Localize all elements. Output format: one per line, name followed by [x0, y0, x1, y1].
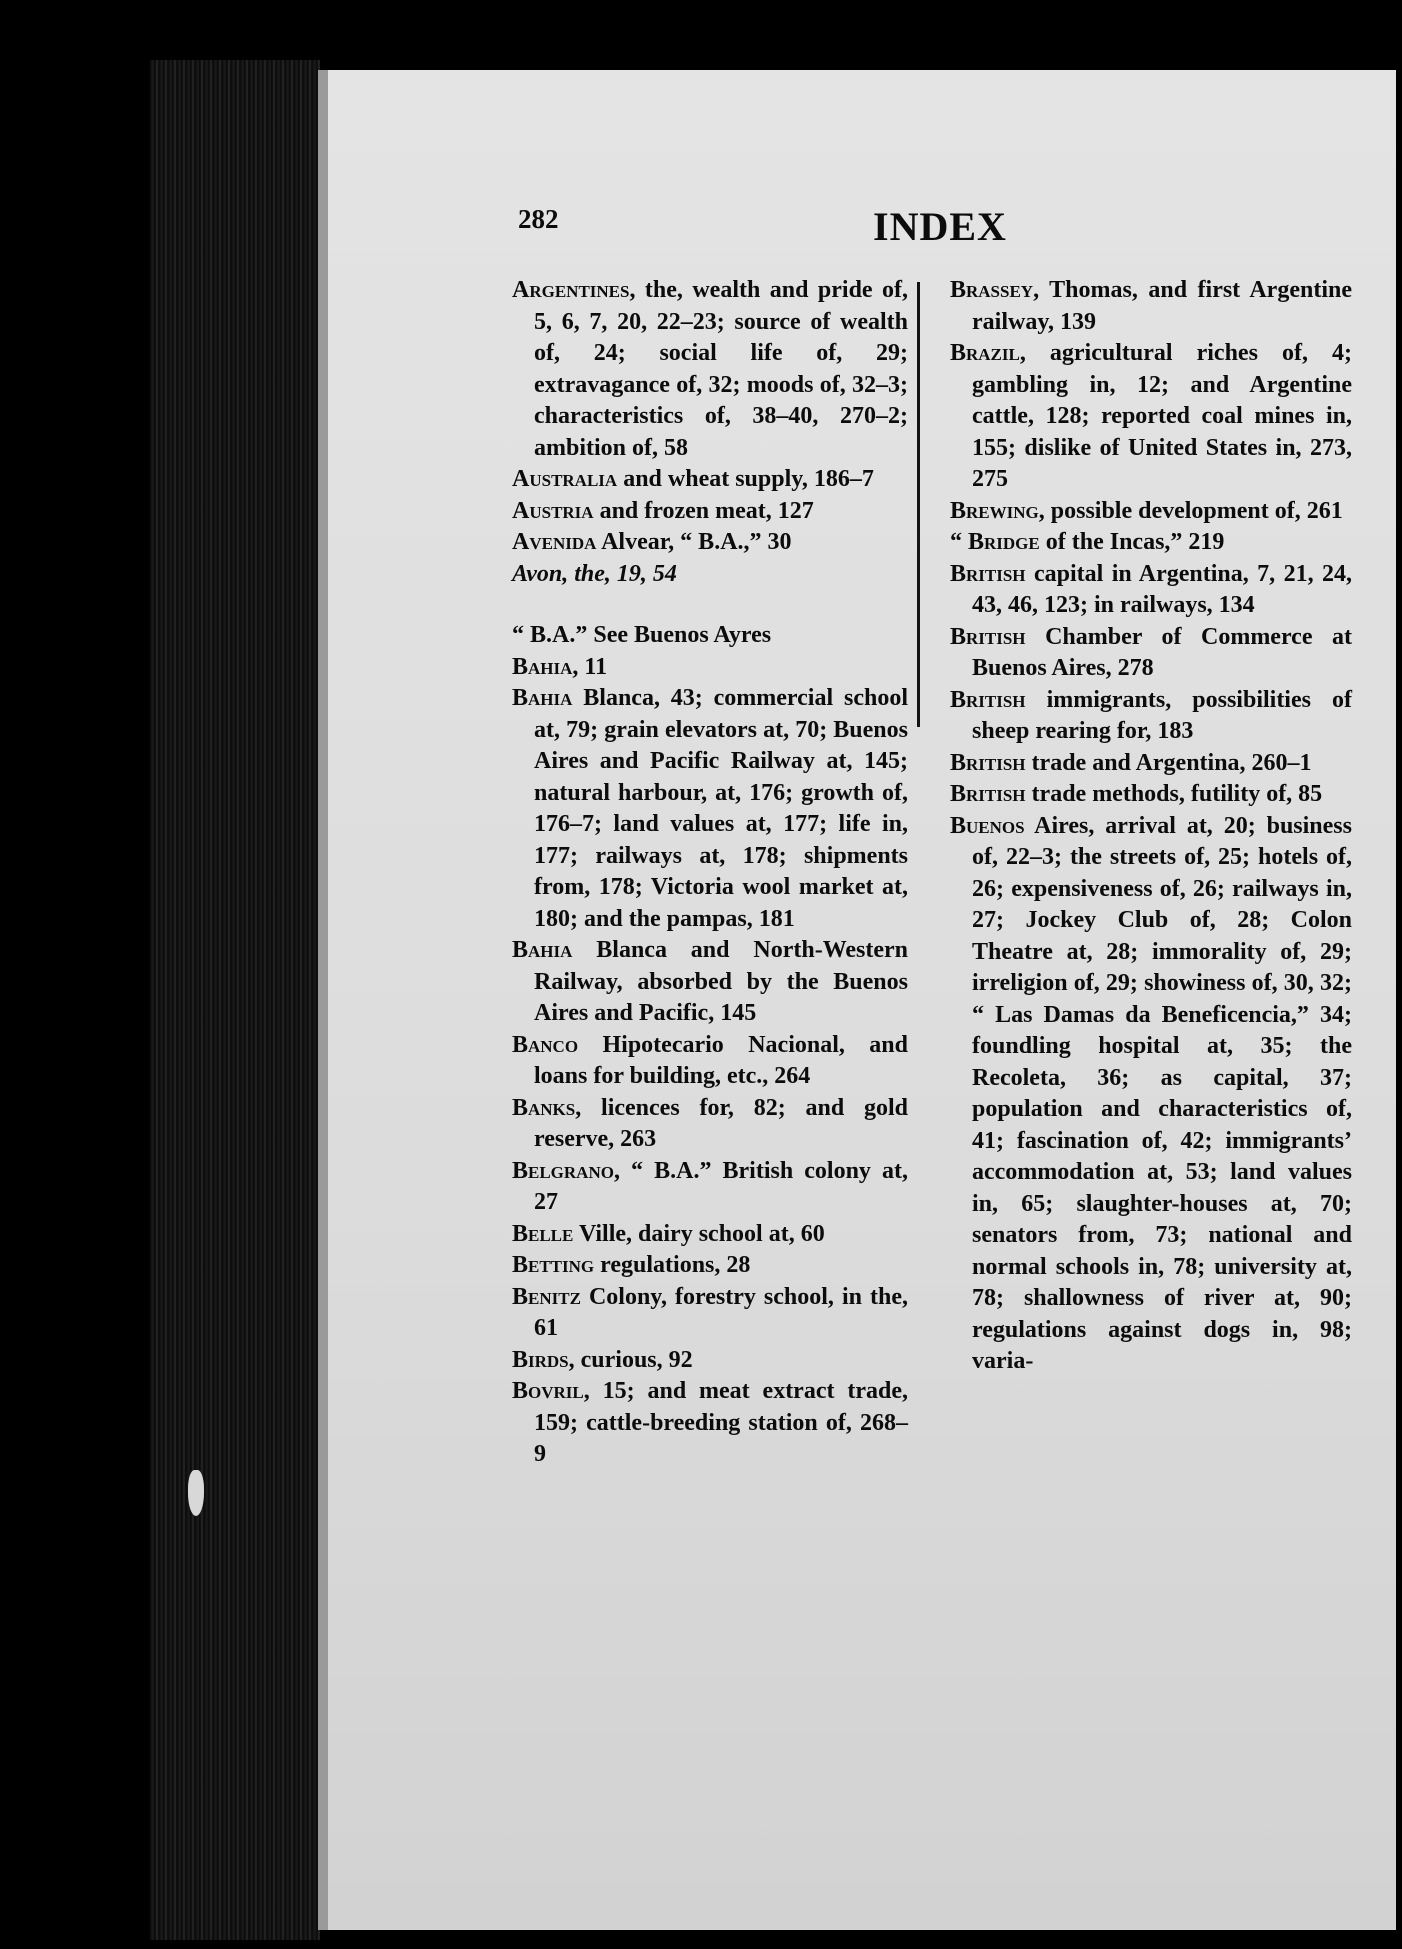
page-title: INDEX: [873, 204, 1007, 249]
index-entry: Avon, the, 19, 54: [512, 560, 677, 587]
index-entry: Benitz Colony, forestry school, in the, 61: [512, 1283, 908, 1341]
column-divider: [917, 282, 920, 727]
index-entry: Banks, licences for, 82; and gold reserve, 263: [512, 1094, 908, 1152]
index-entry: Bahia Blanca, 43; commercial school at, 79; grain elevators at, 70; Buenos Aires and Pacific Railway at, 145; natural harbour, at, 176; growth of, 176–7; land values at, 177; life in, 177; railways at, 178; shipments from, 178; Victoria wool market at, 180; and the pampas, 181: [512, 685, 908, 932]
page-edge: [150, 60, 320, 1940]
right-column: [950, 275, 1352, 1378]
index-entry: British trade methods, futility of, 85: [950, 781, 1323, 807]
left-column: [512, 275, 908, 1471]
index-entry: Austria and frozen meat, 127: [512, 497, 814, 524]
index-entry: British immigrants, possibilities of sheep rearing for, 183: [950, 686, 1352, 744]
index-entry: Banco Hipotecario Nacional, and loans for building, etc., 264: [512, 1031, 908, 1089]
index-entry: Avenida Alvear, “ B.A.,” 30: [512, 529, 792, 555]
index-entry: Bovril, 15; and meat extract trade, 159; cattle-breeding station of, 268–9: [512, 1378, 908, 1467]
index-entry: British Chamber of Commerce at Buenos Aires, 278: [950, 623, 1352, 681]
index-entry: Belle Ville, dairy school at, 60: [512, 1220, 825, 1247]
index-entry: Brewing, possible development of, 261: [950, 497, 1343, 524]
index-page: [318, 70, 1396, 1930]
index-entry: “ Bridge of the Incas,” 219: [950, 529, 1225, 555]
index-entry: Buenos Aires, arrival at, 20; business of, 22–3; the streets of, 25; hotels of, 26; expensiveness of, 26; railways in, 27; Jockey Club of, 28; Colon Theatre at, 28; immorality of, 29; irreligion of, 29; showiness of, 30, 32; “ Las Damas da Beneficencia,” 34; foundling hospital at, 35; the Recoleta, 36; as capital, 37; population and characteristics of, 41; fascination of, 42; immigrants’ accommodation at, 53; land values in, 65; slaughter-houses at, 70; senators from, 73; national and normal schools in, 78; university at, 78; shallowness of river at, 90; regulations against dogs in, 98; varia-: [950, 812, 1352, 1374]
index-entry: Birds, curious, 92: [512, 1346, 693, 1373]
index-entry: British capital in Argentina, 7, 21, 24, 43, 46, 123; in railways, 134: [950, 560, 1352, 618]
index-entry: “ B.A.” See Buenos Ayres: [512, 622, 772, 648]
index-entry: Bahia Blanca and North-Western Railway, absorbed by the Buenos Aires and Pacific, 145: [512, 937, 908, 1026]
index-entry: Bahia, 11: [512, 653, 608, 680]
index-entry: Australia and wheat supply, 186–7: [512, 466, 874, 492]
index-entry: Brazil, agricultural riches of, 4; gambling in, 12; and Argentine cattle, 128; reported coal mines in, 155; dislike of United States in, 273, 275: [950, 340, 1352, 492]
index-entry: Belgrano, “ B.A.” British colony at, 27: [512, 1157, 908, 1215]
index-entry: Brassey, Thomas, and first Argentine railway, 139: [950, 277, 1352, 335]
index-entry: Argentines, the, wealth and pride of, 5, 6, 7, 20, 22–23; source of wealth of, 24; social life of, 29; extravagance of, 32; moods of, 32–3; characteristics of, 38–40, 270–2; ambition of, 58: [512, 277, 908, 461]
bookmark-icon: [188, 1470, 204, 1516]
index-entry: Betting regulations, 28: [512, 1252, 751, 1278]
index-entry: British trade and Argentina, 260–1: [950, 749, 1312, 776]
page-number: 282: [518, 204, 559, 234]
